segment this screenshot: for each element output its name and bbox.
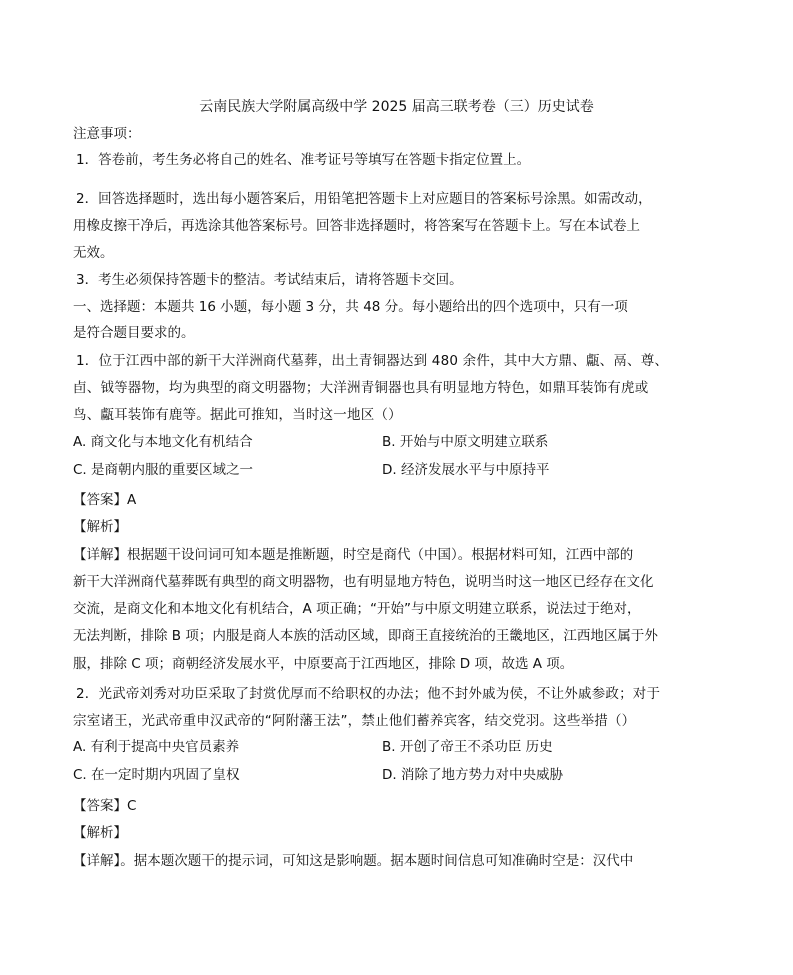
- q1-option-c: C. 是商朝内服的重要区域之一: [73, 462, 254, 478]
- q1-answer: 【答案】A: [73, 492, 137, 508]
- q1-detail-line-3: 交流，是商文化和本地文化有机结合，A 项正确；“开始”与中原文明建立联系，说法过于绝对，: [73, 601, 641, 617]
- q1-stem-line-1: 1．位于江西中部的新干大洋洲商代墓葬，出土青铜器达到 480 余件，其中大方鼎、甗、鬲、尊、: [76, 353, 669, 369]
- q1-option-b: B. 开始与中原文明建立联系: [382, 434, 549, 450]
- q1-detail-line-2: 新干大洋洲商代墓葬既有典型的商文明器物，也有明显地方特色，说明当时这一地区已经存在文化: [73, 574, 654, 590]
- q2-answer: 【答案】C: [73, 798, 137, 814]
- q1-detail-line-1: 【详解】根据题干设问词可知本题是推断题，时空是商代（中国）。根据材料可知，江西中部的: [73, 547, 634, 563]
- section-heading-cont: 是符合题目要求的。: [73, 325, 195, 341]
- q1-stem-line-3: 鸟、甗耳装饰有鹿等。据此可推知，当时这一地区（）: [73, 407, 402, 423]
- q2-option-c: C. 在一定时期内巩固了皇权: [73, 767, 240, 783]
- q2-analysis-label: 【解析】: [73, 825, 127, 841]
- page-title: 云南民族大学附属高级中学 2025 届高三联考卷（三）历史试卷: [199, 99, 594, 115]
- q1-option-d: D. 经济发展水平与中原持平: [382, 462, 550, 478]
- notice-heading: 注意事项：: [73, 126, 141, 142]
- q1-option-a: A. 商文化与本地文化有机结合: [73, 434, 253, 450]
- section-heading: 一、选择题：本题共 16 小题，每小题 3 分，共 48 分。每小题给出的四个选项中，只有一项: [73, 299, 628, 315]
- q2-option-d: D. 消除了地方势力对中央威胁: [382, 767, 563, 783]
- notice-item-1: 1．答卷前，考生务必将自己的姓名、准考证号等填写在答题卡指定位置上。: [76, 152, 531, 168]
- q1-analysis-label: 【解析】: [73, 519, 127, 535]
- notice-item-2-end: 无效。: [73, 245, 114, 261]
- q2-option-b: B. 开创了帝王不杀功臣 历史: [382, 739, 553, 755]
- q1-detail-line-4: 无法判断，排除 B 项；内服是商人本族的活动区域，即商王直接统治的王畿地区，江西地区属于外: [73, 628, 658, 644]
- notice-item-3: 3．考生必须保持答题卡的整洁。考试结束后，请将答题卡交回。: [76, 272, 463, 288]
- q2-stem-line-1: 2．光武帝刘秀对功臣采取了封赏优厚而不给职权的办法；他不封外戚为侯，不让外戚参政；对于: [76, 686, 661, 702]
- q2-detail-line-1: 【详解】。据本题次题干的提示词，可知这是影响题。据本题时间信息可知准确时空是：汉代中: [73, 853, 634, 869]
- q1-stem-line-2: 卣、钺等器物，均为典型的商文明器物；大洋洲青铜器也具有明显地方特色，如鼎耳装饰有虎或: [73, 380, 649, 396]
- notice-item-2: 2．回答选择题时，选出每小题答案后，用铅笔把答题卡上对应题目的答案标号涂黑。如需改动，: [76, 191, 652, 207]
- q2-stem-line-2: 宗室诸王，光武帝重申汉武帝的“阿附藩王法”，禁止他们蓄养宾客，结交党羽。这些举措（）: [73, 713, 636, 729]
- q2-option-a: A. 有利于提高中央官员素养: [73, 739, 240, 755]
- q1-detail-line-5: 服，排除 C 项；商朝经济发展水平，中原要高于江西地区，排除 D 项，故选 A 项。: [73, 656, 574, 672]
- notice-item-2-cont: 用橡皮擦干净后，再选涂其他答案标号。回答非选择题时，将答案写在答题卡上。写在本试卷上: [73, 218, 640, 234]
